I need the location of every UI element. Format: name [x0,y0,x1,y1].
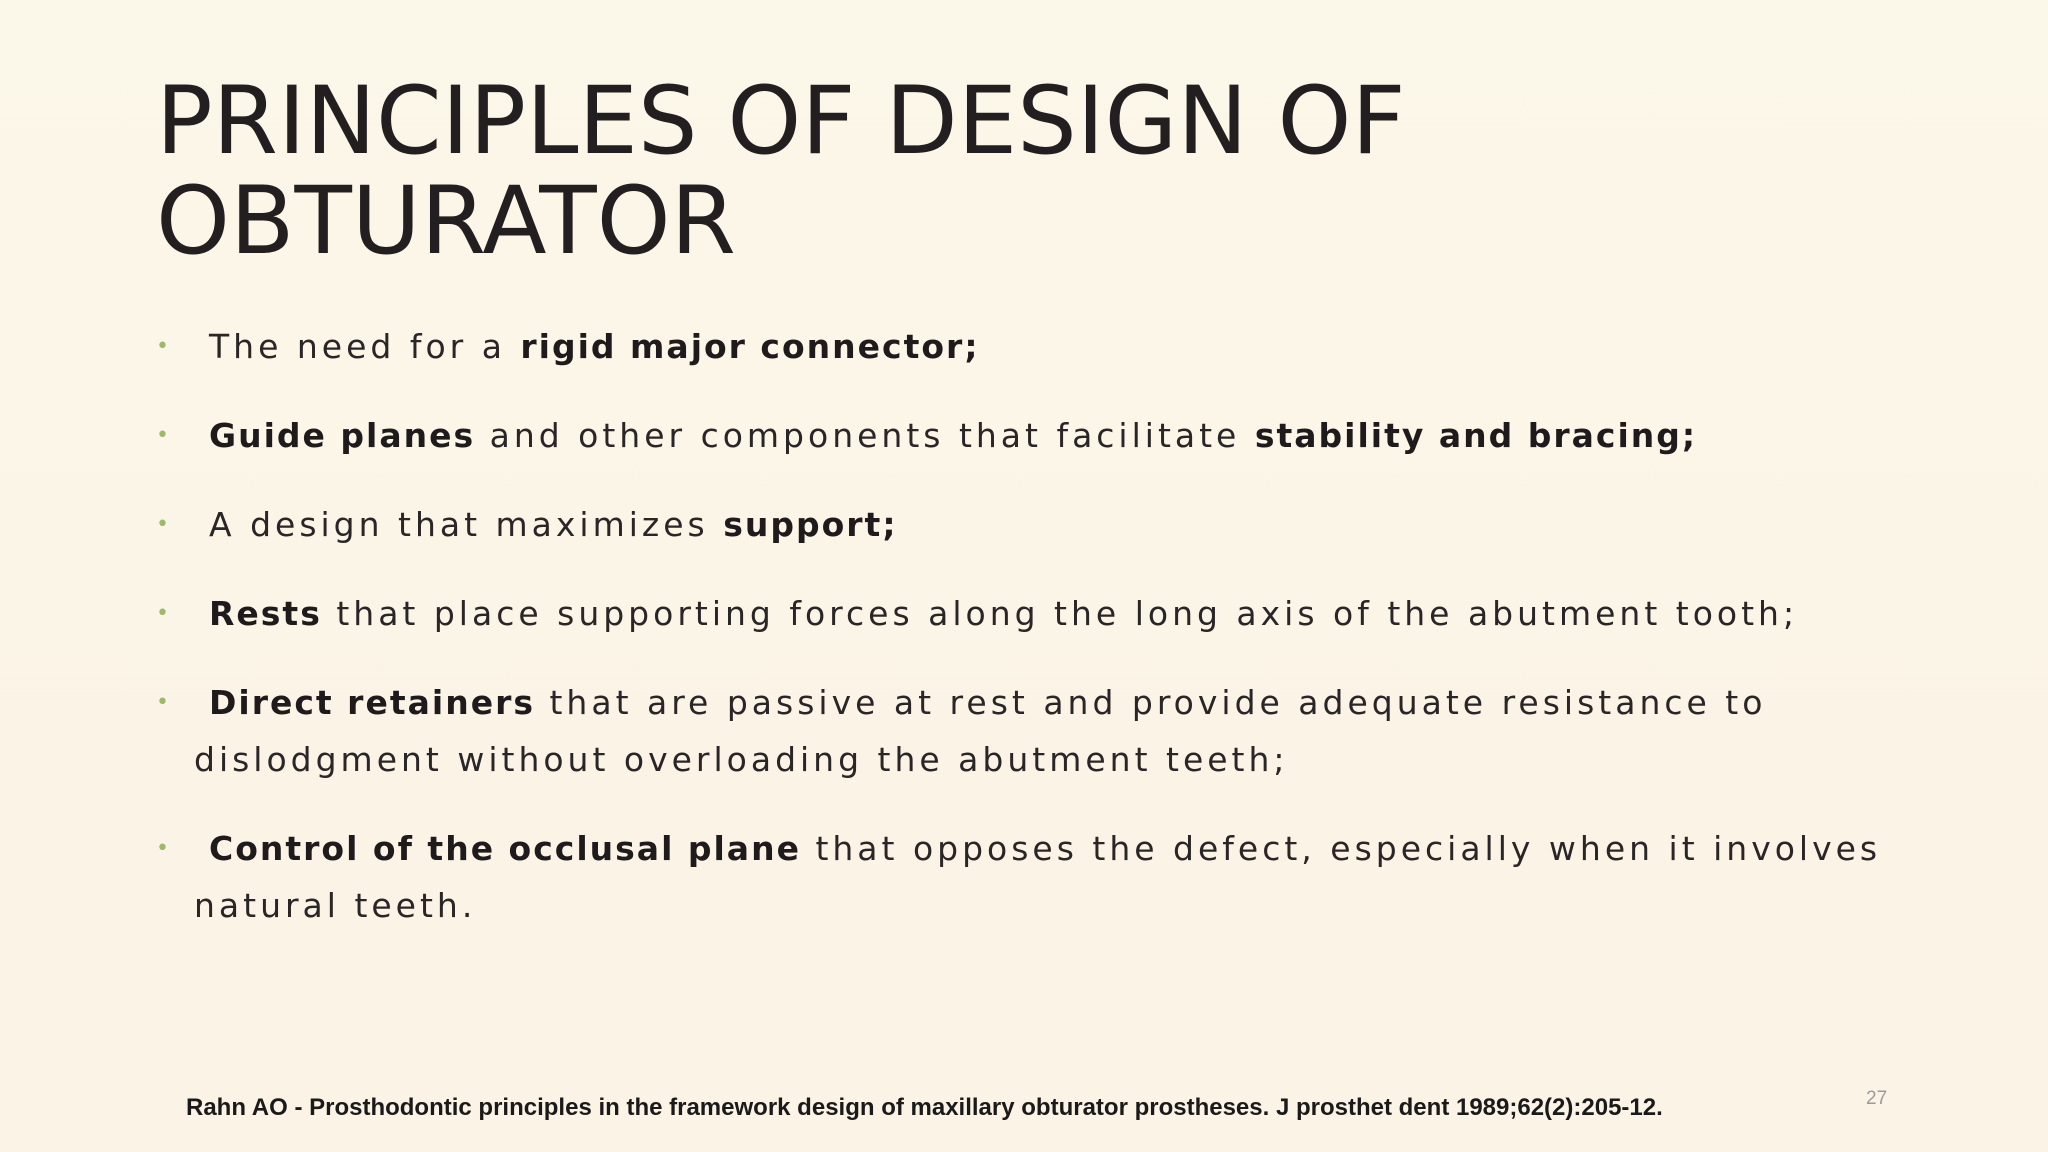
bullet-item-rigid-connector [156,318,1916,375]
bullet-text [194,585,1916,642]
reference-citation: Rahn AO - Prosthodontic principles in the framework design of maxillary obturator prostheses. J prosthet dent 1989;62(2):205-12. [186,1094,1663,1121]
bullet-dot-icon: • [156,601,169,626]
bullet-dot-icon: • [156,334,169,359]
bullet-list [156,318,1916,966]
bullet-text [194,318,1916,375]
bullet-text-regular: that place supporting forces along the long axis of the abutment tooth; [321,594,1799,633]
bullet-dot-icon: • [156,690,169,715]
slide-title-line-1: PRINCIPLES OF DESIGN OF [156,67,1406,176]
bullet-text-bold: stability and bracing; [1254,416,1698,455]
bullet-text-regular: that opposes the defect, especially when it involves natural teeth. [194,829,1882,925]
bullet-text-bold: Guide planes [209,416,476,455]
bullet-item-support [156,496,1916,553]
bullet-text [194,496,1916,553]
bullet-text [194,674,1916,788]
bullet-text [194,407,1916,464]
bullet-dot-icon: • [156,836,169,861]
bullet-dot-icon: • [156,423,169,448]
bullet-text-regular: and other components that facilitate [475,416,1255,455]
bullet-text-bold: Rests [209,594,322,633]
bullet-text-bold: rigid major connector; [520,327,980,366]
bullet-item-guide-planes [156,407,1916,464]
bullet-text-bold: Direct retainers [209,683,535,722]
slide-title [156,67,1906,276]
bullet-dot-icon: • [156,512,169,537]
bullet-text-regular: The need for a [209,327,521,366]
bullet-item-rests [156,585,1916,642]
bullet-text [194,820,1916,934]
bullet-item-occlusal-plane [156,820,1916,934]
bullet-text-regular: that are passive at rest and provide adequate resistance to dislodgment without overloading the abutment teeth; [194,683,1767,779]
bullet-text-bold: Control of the occlusal plane [209,829,801,868]
page-number: 27 [1866,1088,1888,1109]
bullet-item-direct-retainers [156,674,1916,788]
slide-title-line-2: OBTURATOR [156,167,736,276]
bullet-text-regular: A design that maximizes [209,505,724,544]
bullet-text-bold: support; [723,505,898,544]
